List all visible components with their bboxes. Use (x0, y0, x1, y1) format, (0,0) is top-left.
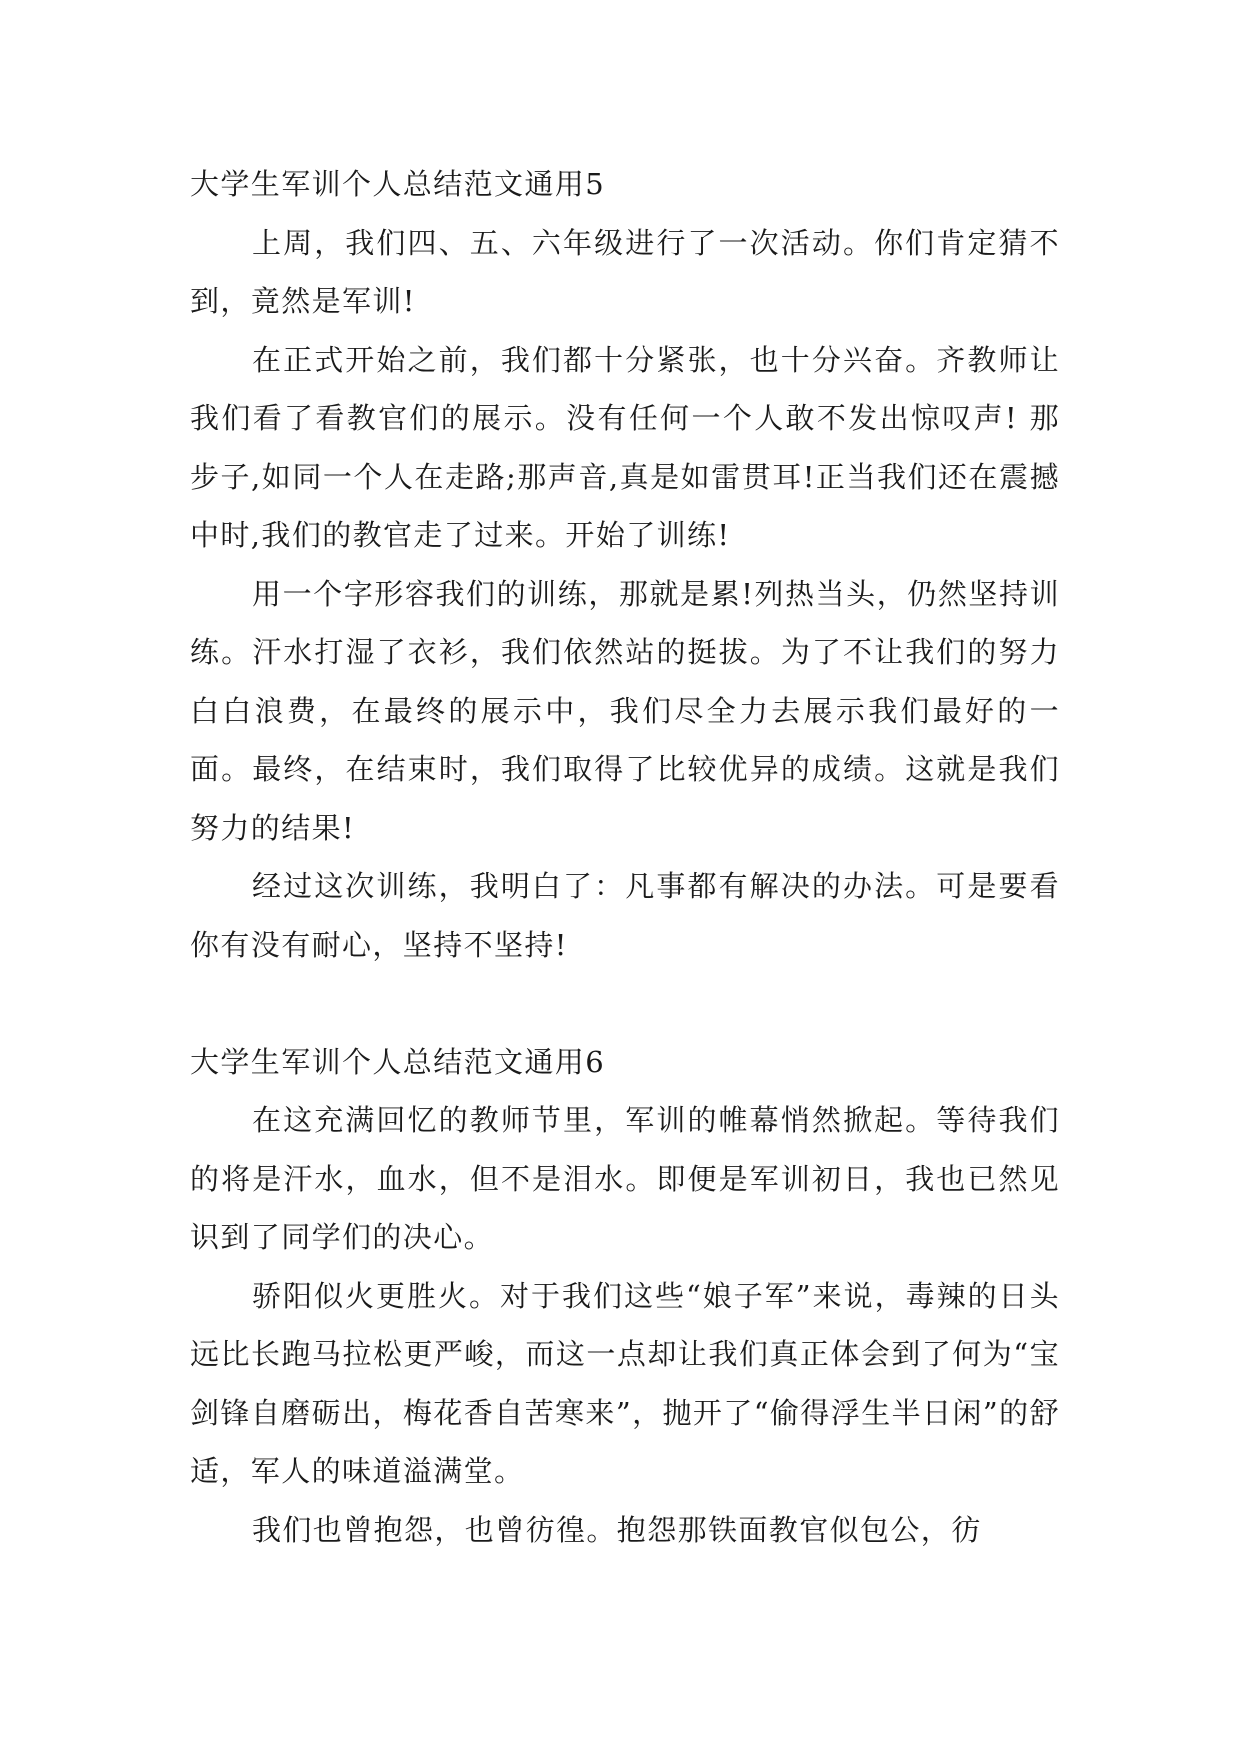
paragraph: 上周，我们四、五、六年级进行了一次活动。你们肯定猜不到，竟然是军训! (190, 225, 1060, 318)
paragraph: 在这充满回忆的教师节里，军训的帷幕悄然掀起。等待我们的将是汗水，血水，但不是泪水。即便是军训初日，我也已然见识到了同学们的决心。 (190, 1103, 1060, 1254)
document-page (190, 155, 1060, 1559)
paragraph: 在正式开始之前，我们都十分紧张，也十分兴奋。齐教师让我们看了看教官们的展示。没有任何一个人敢不发出惊叹声! 那步子,如同一个人在走路;那声音,真是如雷贯耳!正当我们还在震撼中时,我们的教官走了过来。开始了训练! (190, 342, 1060, 552)
paragraph: 骄阳似火更胜火。对于我们这些“娘子军”来说，毒辣的日头远比长跑马拉松更严峻，而这一点却让我们真正体会到了何为“宝剑锋自磨砺出，梅花香自苦寒来”，抛开了“偷得浮生半日闲”的舒适，军人的味道溢满堂。 (190, 1278, 1060, 1488)
paragraph: 我们也曾抱怨，也曾彷徨。抱怨那铁面教官似包公，彷 (252, 1512, 982, 1547)
paragraph: 用一个字形容我们的训练，那就是累!列热当头，仍然坚持训练。汗水打湿了衣衫，我们依然站的挺拔。为了不让我们的努力白白浪费，在最终的展示中，我们尽全力去展示我们最好的一面。最终，在结束时，我们取得了比较优异的成绩。这就是我们努力的结果! (190, 576, 1060, 845)
article-section-5 (190, 155, 1060, 974)
article-section-6 (190, 1033, 1060, 1560)
paragraph: 经过这次训练，我明白了：凡事都有解决的办法。可是要看你有没有耐心，坚持不坚持! (190, 869, 1060, 962)
section-title: 大学生军训个人总结范文通用6 (190, 1044, 606, 1079)
section-title: 大学生军训个人总结范文通用5 (190, 167, 606, 201)
